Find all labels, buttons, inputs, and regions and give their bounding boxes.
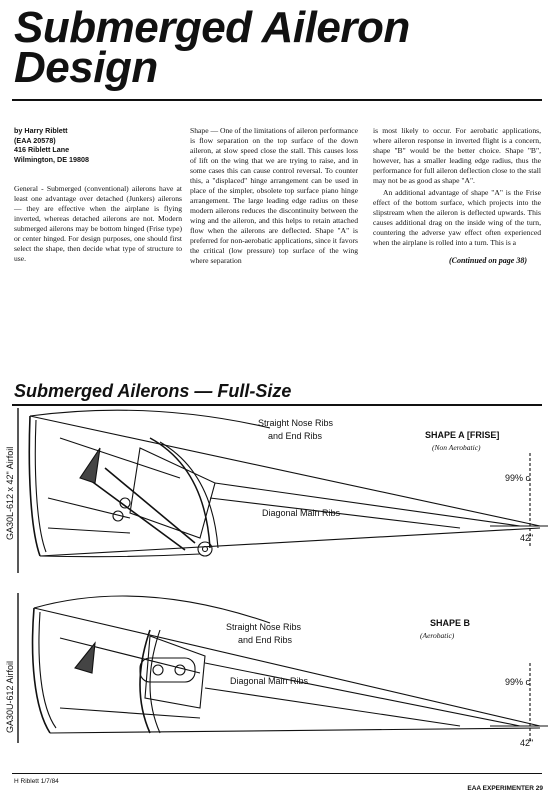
shape-a-sublabel: (Non Aerobatic)	[432, 443, 481, 452]
author-street: 416 Riblett Lane	[14, 145, 70, 154]
text-column-3	[373, 126, 541, 266]
byline	[14, 126, 174, 164]
shape-a-airfoil-label: GA30L-612 x 42" Airfoil	[5, 446, 15, 540]
shape-a-ribs-label-1: Straight Nose Ribs	[258, 418, 334, 428]
shape-a-chord-len: 42"	[520, 533, 534, 543]
title-line-2: Design	[14, 43, 158, 92]
aileron-diagram	[0, 408, 555, 758]
paragraph: is most likely to occur. For aerobatic applications, where aileron response in inverted flight is a concern, shape "B" would be the better choice. Shape "B", however, has a smaller leading edge radius, thus the performance for full aileron deflection close to the stall may not be as good as shape "A".	[373, 126, 541, 185]
section-rule	[12, 404, 542, 406]
footer-page-label: EAA EXPERIMENTER 29	[467, 785, 543, 792]
author-city: Wilmington, DE 19808	[14, 154, 90, 164]
continued-note: (Continued on page 38)	[448, 256, 527, 265]
shape-a-label: SHAPE A [FRISE]	[425, 430, 500, 440]
shape-a-main-ribs-label: Diagonal Main Ribs	[262, 508, 341, 518]
paragraph: Shape — One of the limitations of aileron performance is flow separation on the top surface of the down aileron, at slow speed close the stall. This causes loss of lift on the wing that we are trying to raise, and in some cases this can cause control reversal. To counter this, a "displaced" hinge arrangement can be used in place of the simpler, obsolete top surface piano hinge arrangement. The large leading edge radius on these modern ailerons reduces the discontinuity between the wing and the aileron, and this helps to retain attached flow when the ailerons are deflected. Shape "A" is preferred for non-aerobatic applications, since it favors the critical (low pressure) top surface of the wing where separation	[190, 126, 358, 265]
paragraph: General - Submerged (conventional) ailerons have at least one advantage over detached (Junkers) ailerons — they are effective when the airplane is flying inverted, whereas detached ailerons are not. Modern submerged ailerons may be bottom hinged (Frise type) or center hinged. For design purposes, one should first select the shape, then decide what type of structure to use.	[14, 184, 182, 263]
shape-b-airfoil-label: GA30U-612 Airfoil	[5, 660, 15, 733]
shape-b-sublabel: (Aerobatic)	[420, 631, 455, 640]
author-name: by Harry Riblett	[14, 126, 68, 135]
shape-b-drawing	[18, 593, 548, 743]
footer-credit: H Riblett 1/7/84	[14, 778, 59, 785]
shape-b-chord-pct: 99% c	[505, 677, 531, 687]
text-column-1	[14, 184, 182, 266]
shape-b-label: SHAPE B	[430, 618, 471, 628]
figure-section-title: Submerged Ailerons — Full-Size	[14, 381, 292, 401]
shape-b-ribs-label-1: Straight Nose Ribs	[226, 622, 302, 632]
shape-b-chord-len: 42"	[520, 738, 534, 748]
aileron-drawings	[0, 408, 555, 758]
shape-b-main-ribs-label: Diagonal Main Ribs	[230, 676, 309, 686]
text-column-2	[190, 126, 358, 268]
footer-rule	[12, 773, 542, 774]
title-line-1: Submerged Aileron	[14, 3, 410, 52]
shape-a-chord-pct: 99% c	[505, 473, 531, 483]
shape-b-ribs-label-2: and End Ribs	[238, 635, 293, 645]
shape-a-ribs-label-2: and End Ribs	[268, 431, 323, 441]
title-rule	[12, 99, 542, 101]
paragraph: An additional advantage of shape "A" is the Frise effect of the bottom surface, which projects into the slipstream when the aileron is deflected upwards. This causes additional drag on the inside wing of the turn, countering the adverse yaw effect often experienced when the airplane is rolled into a turn. This is a	[373, 188, 541, 247]
author-eaa: (EAA 20578)	[14, 135, 56, 145]
article-title	[14, 3, 544, 92]
